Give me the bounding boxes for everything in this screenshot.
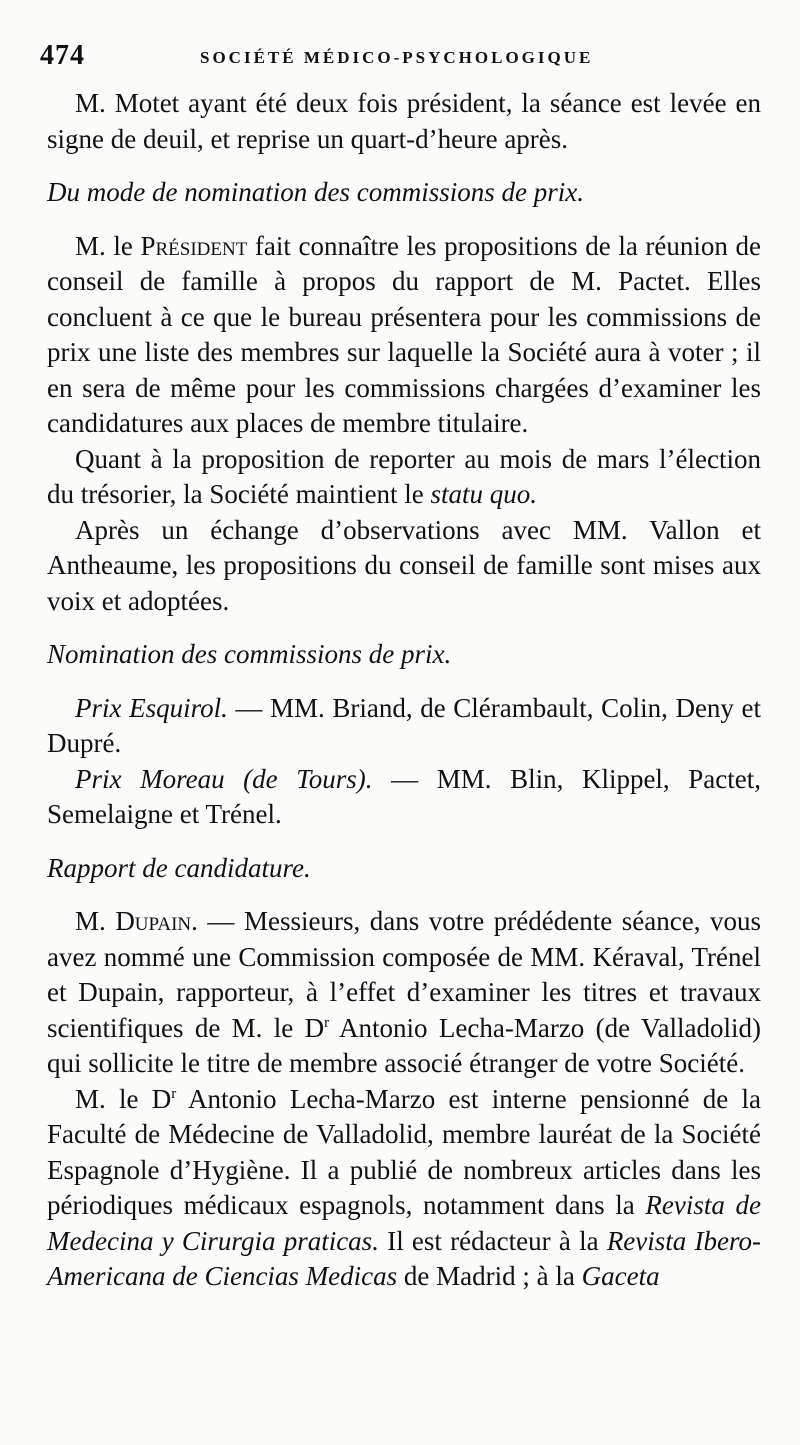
text-segment: . — Messieurs, dans votre prédédente séance, vous avez nommé une Commission composée de MM. Kéraval, Trénel et Dupain, rapporteur, à l’effet d’examiner les titres et travaux scientifiques de M. le D	[47, 906, 761, 1043]
page-header	[40, 38, 760, 78]
prix-esquirol-label: Prix Esquirol.	[75, 692, 228, 723]
superscript: r	[324, 1014, 330, 1031]
body-text	[47, 86, 761, 1295]
text-segment: fait connaître les propositions de la réunion de conseil de famille à propos du rapport de M. Pactet. Elles concluent à ce que le bureau présentera pour les commissions de prix une liste des membres sur laquelle la Société aura à voter ; il en sera de même pour les commissions chargées d’examiner les candidatures aux places de membre titulaire.	[47, 230, 761, 438]
journal-title-italic: Revista de Medecina y Cirurgia praticas.	[47, 1190, 761, 1256]
section-heading-nomination: Nomination des commissions de prix.	[47, 639, 452, 669]
text-segment: Antonio Lecha-Marzo est interne pensionné de la Faculté de Médecine de Valladolid, membre lauréat de la Société Espagnole d’Hygiène. Il a publié de nombreux articles dans les périodiques médicaux espagnols, notamment dans la	[47, 1083, 761, 1220]
paragraph-tresorier	[47, 442, 761, 513]
dupain-smallcaps: Dupain	[115, 906, 192, 936]
statu-quo-italic: statu quo.	[430, 479, 538, 509]
text-segment: M.	[75, 906, 116, 936]
section-heading-mode-nomination: Du mode de nomination des commissions de prix.	[47, 177, 584, 207]
paragraph-propositions	[47, 229, 761, 442]
journal-title-italic: Revista Ibero-Americana de Ciencias Medicas	[47, 1225, 762, 1291]
superscript: r	[171, 1085, 177, 1102]
text-segment: — MM. Briand, de Clérambault, Colin, Deny et Dupré.	[47, 692, 762, 758]
paragraph-dupain	[47, 904, 761, 1082]
running-head: SOCIÉTÉ MÉDICO-PSYCHOLOGIQUE	[200, 48, 594, 67]
section-heading-rapport: Rapport de candidature.	[47, 852, 311, 883]
text-segment: — MM. Blin, Klippel, Pactet, Semelaigne et Trénel.	[47, 763, 762, 829]
text-segment: Il est rédacteur à la	[378, 1225, 607, 1256]
president-smallcaps: Président	[140, 230, 248, 261]
journal-title-italic: Gaceta	[581, 1261, 660, 1291]
text-segment: Quant à la proposition de reporter au mois de mars l’élection du trésorier, la Société maintient le	[47, 443, 761, 509]
paragraph-lecha-marzo	[47, 1082, 761, 1295]
paragraph-adoptees: Après un échange d’observations avec MM. Vallon et Antheaume, les propositions du conseil de famille sont mises aux voix et adoptées.	[47, 514, 761, 616]
text-segment: de Madrid ; à la	[397, 1261, 582, 1291]
paragraph-seance-levee: M. Motet ayant été deux fois président, la séance est levée en signe de deuil, et reprise un quart-d’heure après.	[47, 88, 761, 154]
text-segment: Antonio Lecha-Marzo (de Valladolid) qui sollicite le titre de membre associé étranger de votre Société.	[47, 1012, 761, 1078]
text-segment: M. le	[75, 230, 141, 261]
text-segment: M. le D	[75, 1083, 172, 1114]
prix-moreau-label: Prix Moreau (de Tours).	[75, 763, 373, 794]
paragraph-prix-esquirol	[47, 691, 761, 762]
paragraph-prix-moreau	[47, 762, 761, 833]
page-number: 474	[40, 40, 85, 71]
